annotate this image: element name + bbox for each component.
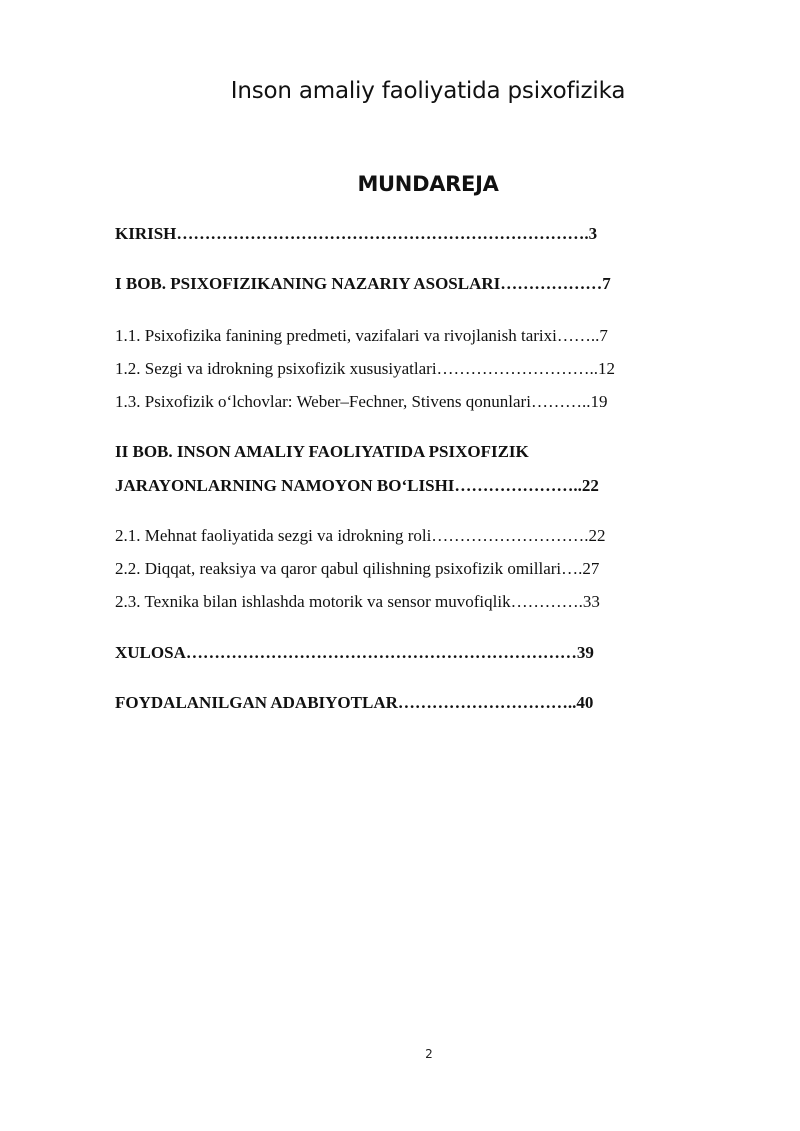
toc-entry-section-1-2: 1.2. Sezgi va idrokning psixofizik xususiyatlari………………………..12 bbox=[115, 359, 616, 378]
toc-entry-section-1-1: 1.1. Psixofizika fanining predmeti, vazifalari va rivojlanish tarixi……..7 bbox=[115, 326, 608, 345]
document-title: Inson amaliy faoliyatida psixofizika bbox=[230, 78, 626, 104]
toc-entry-intro: KIRISH……………………………………………………………….3 bbox=[115, 224, 598, 243]
toc-entry-section-2-1: 2.1. Mehnat faoliyatida sezgi va idrokning roli……………………….22 bbox=[115, 526, 606, 545]
page-number: 2 bbox=[425, 1047, 433, 1061]
toc-entry-chapter-2-line-1: II BOB. INSON AMALIY FAOLIYATIDA PSIXOFIZIK bbox=[115, 442, 529, 461]
toc-entry-references: FOYDALANILGAN ADABIYOTLAR…………………………..40 bbox=[115, 693, 594, 712]
toc-entry-chapter-1: I BOB. PSIXOFIZIKANING NAZARIY ASOSLARI………………7 bbox=[115, 274, 611, 293]
toc-heading: MUNDAREJA bbox=[357, 172, 499, 196]
toc-entry-section-2-3: 2.3. Texnika bilan ishlashda motorik va sensor muvofiqlik………….33 bbox=[115, 592, 600, 611]
toc-entry-section-1-3: 1.3. Psixofizik o‘lchovlar: Weber–Fechner, Stivens qonunlari………..19 bbox=[115, 392, 608, 411]
toc-entry-chapter-2-line-2: JARAYONLARNING NAMOYON BO‘LISHI…………………..22 bbox=[115, 476, 599, 495]
toc-entry-conclusion: XULOSA……………………………………………………………39 bbox=[115, 643, 594, 662]
toc-entry-section-2-2: 2.2. Diqqat, reaksiya va qaror qabul qilishning psixofizik omillari….27 bbox=[115, 559, 600, 578]
